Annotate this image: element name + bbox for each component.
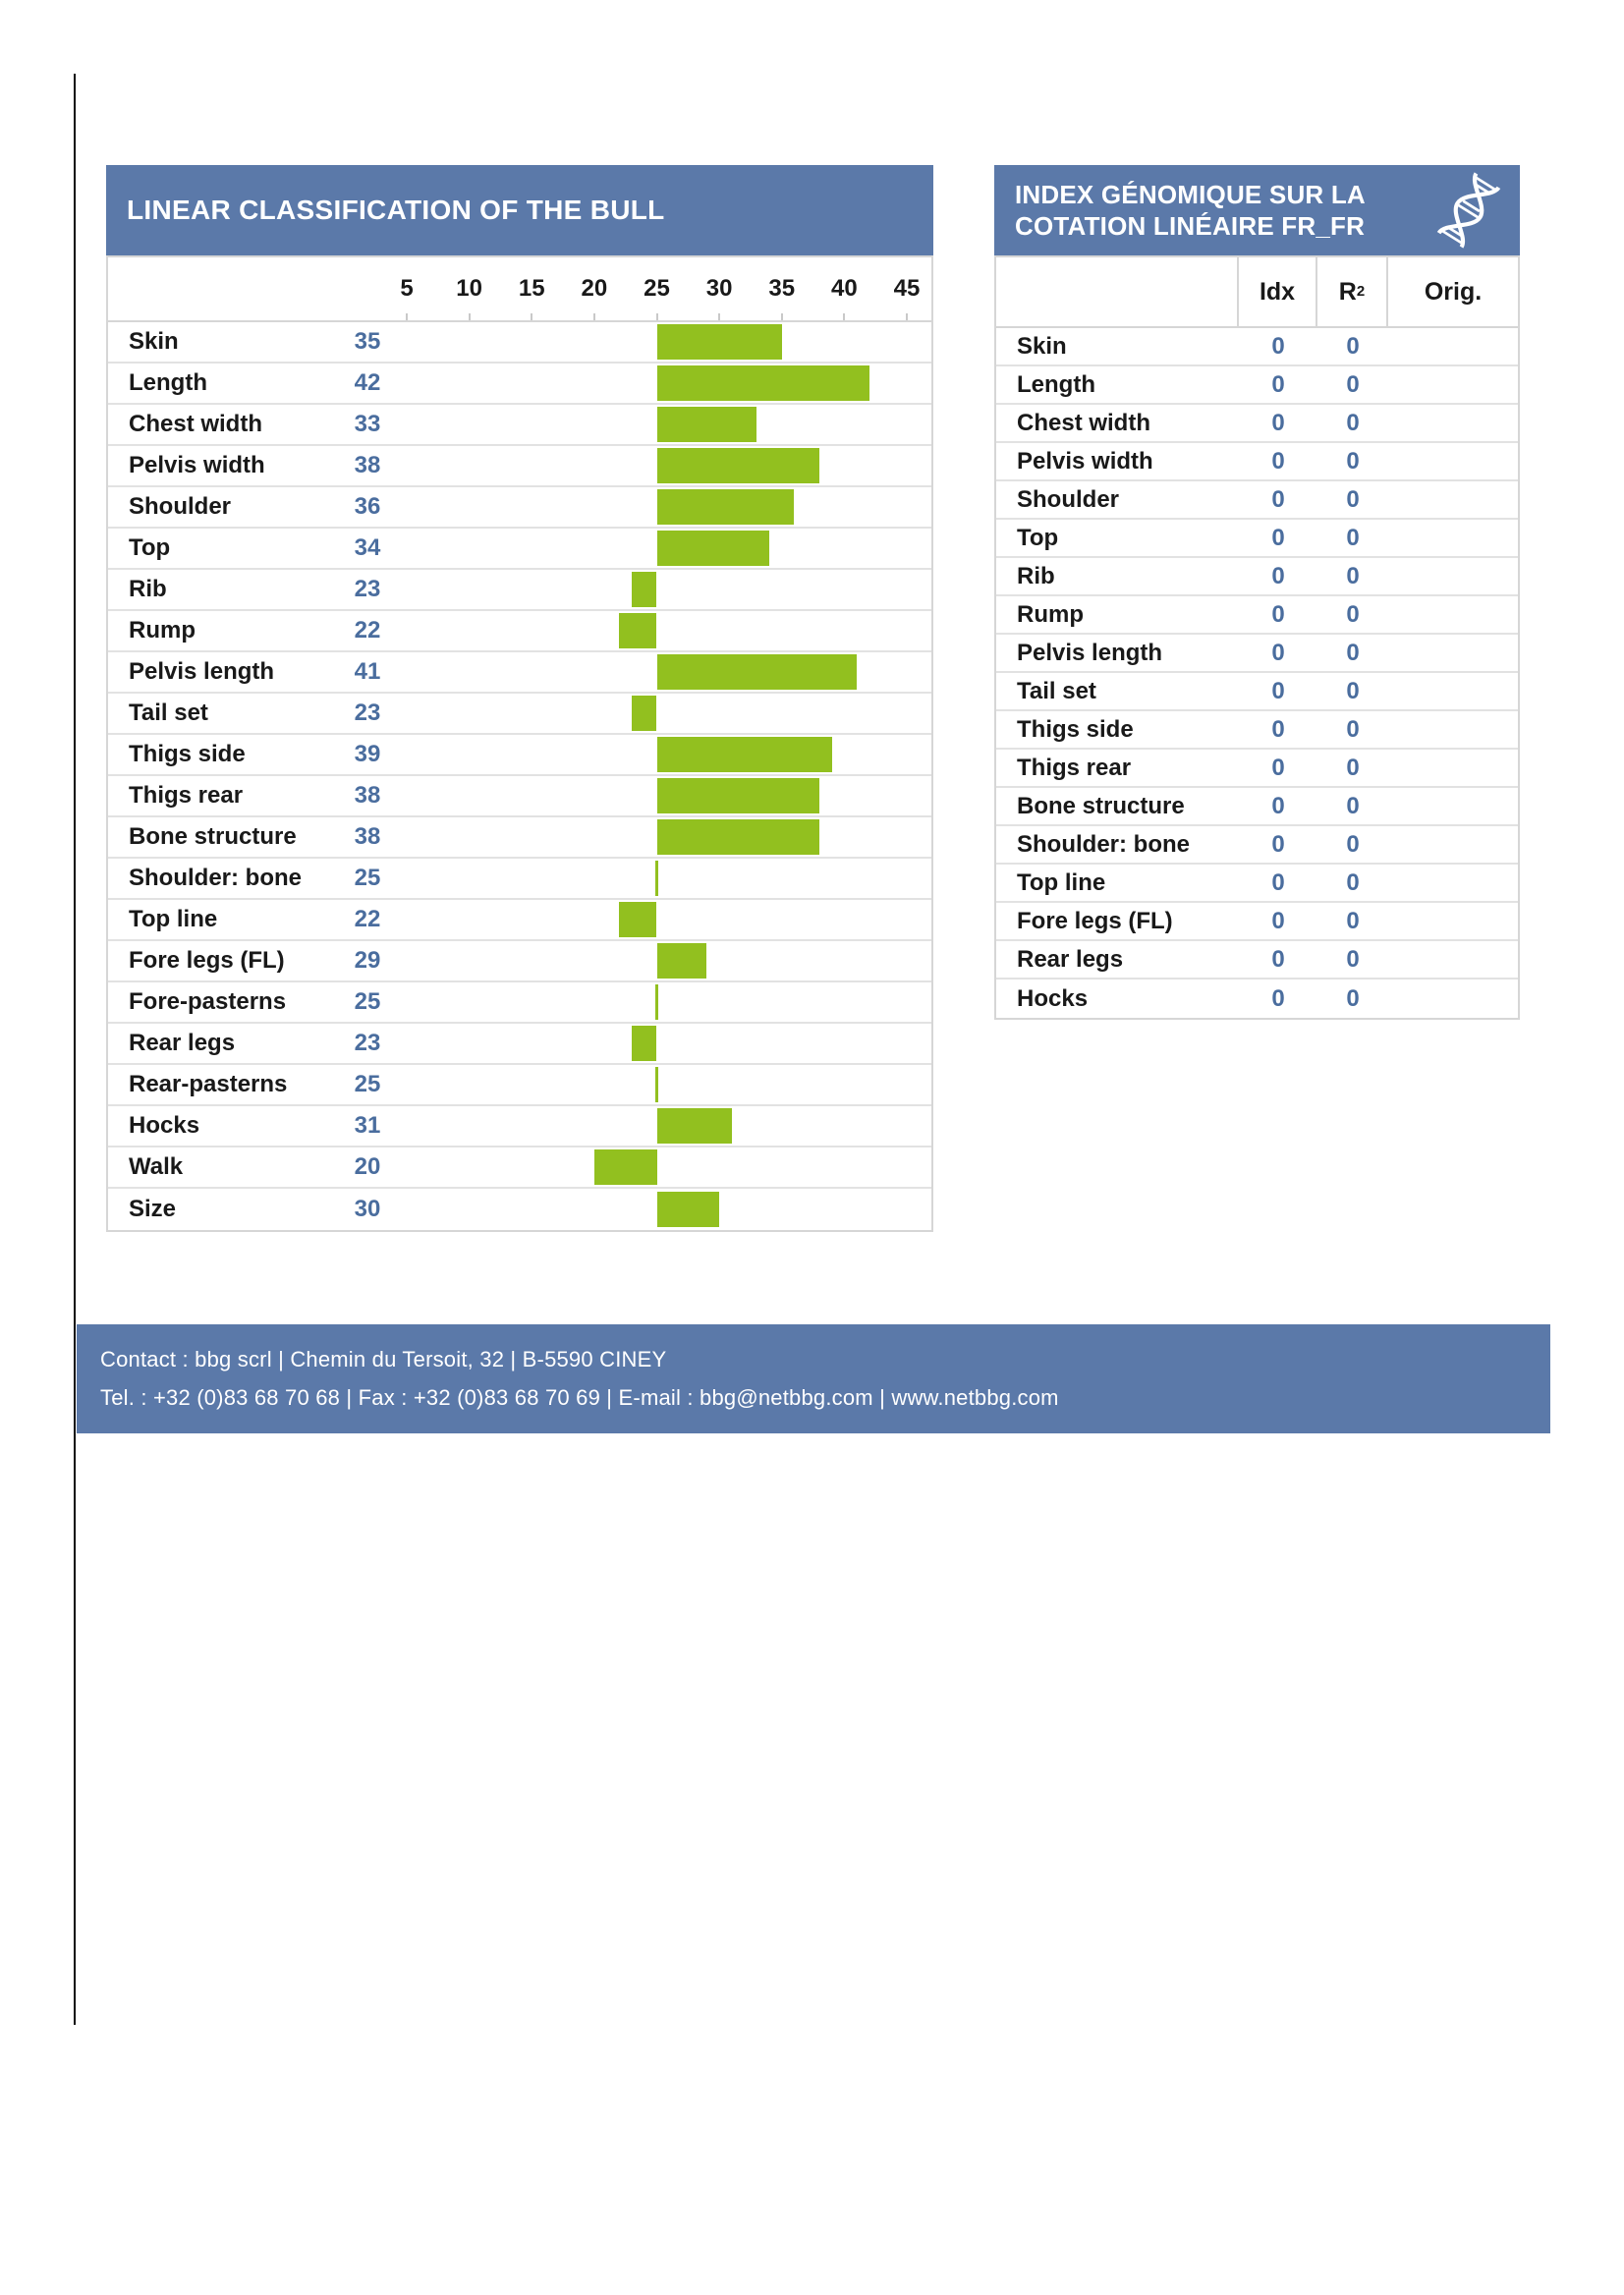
trait-label: Fore legs (FL) xyxy=(1017,907,1173,934)
table-row xyxy=(108,776,931,817)
trait-label: Hocks xyxy=(1017,984,1089,1012)
trait-bar xyxy=(657,1192,720,1227)
r2-value: 0 xyxy=(1346,447,1360,475)
genomic-index-header xyxy=(994,165,1520,255)
r2-value: 0 xyxy=(1346,677,1360,704)
bar-track xyxy=(407,364,907,403)
table-row xyxy=(108,570,931,611)
trait-label: Thigs side xyxy=(129,741,246,767)
bar-track xyxy=(407,817,907,857)
idx-value: 0 xyxy=(1271,562,1285,589)
table-row xyxy=(996,865,1518,903)
r2-value: 0 xyxy=(1346,868,1360,896)
idx-value: 0 xyxy=(1271,332,1285,360)
bar-track xyxy=(407,322,907,362)
dna-icon xyxy=(1428,166,1509,254)
table-row xyxy=(996,405,1518,443)
trait-label: Pelvis length xyxy=(129,658,275,685)
trait-bar xyxy=(657,819,819,855)
bar-track xyxy=(407,982,907,1022)
table-row xyxy=(996,903,1518,941)
axis-tick xyxy=(469,313,471,320)
axis-row xyxy=(108,257,931,322)
trait-value: 41 xyxy=(354,658,381,685)
table-row xyxy=(996,673,1518,711)
r2-value: 0 xyxy=(1346,945,1360,973)
r2-value: 0 xyxy=(1346,830,1360,858)
trait-label: Walk xyxy=(129,1153,184,1180)
trait-label: Shoulder: bone xyxy=(129,865,302,891)
r2-value: 0 xyxy=(1346,754,1360,781)
table-row xyxy=(996,635,1518,673)
table-row xyxy=(996,788,1518,826)
table-row xyxy=(996,366,1518,405)
axis-tick-label: 45 xyxy=(893,275,921,302)
trait-bar xyxy=(657,654,858,690)
table-row xyxy=(996,980,1518,1018)
table-row xyxy=(996,750,1518,788)
bar-track xyxy=(407,735,907,774)
trait-label: Pelvis length xyxy=(1017,639,1163,666)
trait-label: Rump xyxy=(129,617,196,644)
axis-tick-label: 20 xyxy=(581,275,608,302)
bar-track xyxy=(407,529,907,568)
idx-value: 0 xyxy=(1271,639,1285,666)
idx-value: 0 xyxy=(1271,945,1285,973)
bar-track xyxy=(407,611,907,650)
genomic-index-table xyxy=(994,165,1520,1020)
trait-bar xyxy=(655,984,658,1020)
r2-value: 0 xyxy=(1346,600,1360,628)
trait-label: Top xyxy=(129,534,171,561)
r2-value: 0 xyxy=(1346,639,1360,666)
trait-value: 23 xyxy=(354,700,381,726)
r2-value: 0 xyxy=(1346,370,1360,398)
left-margin-line xyxy=(74,74,76,2025)
table-row xyxy=(996,596,1518,635)
trait-bar xyxy=(657,407,757,442)
axis-scale xyxy=(400,257,921,320)
table-row xyxy=(108,1148,931,1189)
table-row xyxy=(996,328,1518,366)
trait-rows xyxy=(108,322,931,1230)
trait-label: Length xyxy=(129,369,207,396)
column-header-r2: R 2 xyxy=(1317,257,1388,326)
trait-label: Top xyxy=(1017,524,1059,551)
table-row xyxy=(996,443,1518,481)
r2-value: 0 xyxy=(1346,524,1360,551)
trait-label: Length xyxy=(1017,370,1095,398)
trait-label: Bone structure xyxy=(1017,792,1185,819)
table-row xyxy=(108,982,931,1024)
trait-value: 38 xyxy=(354,782,381,809)
bar-track xyxy=(407,1065,907,1104)
idx-value: 0 xyxy=(1271,524,1285,551)
trait-label: Skin xyxy=(129,328,179,355)
trait-label: Bone structure xyxy=(129,823,297,850)
column-header-empty xyxy=(996,257,1239,326)
bar-track xyxy=(407,694,907,733)
trait-label: Tail set xyxy=(1017,677,1096,704)
bar-track xyxy=(407,446,907,485)
trait-value: 39 xyxy=(354,741,381,767)
column-header-idx: Idx xyxy=(1239,257,1317,326)
axis-tick xyxy=(781,313,783,320)
trait-label: Shoulder xyxy=(1017,485,1120,513)
linear-classification-header xyxy=(106,165,933,255)
trait-bar xyxy=(657,324,782,360)
trait-label: Fore legs (FL) xyxy=(129,947,285,974)
trait-value: 33 xyxy=(354,411,381,437)
trait-value: 25 xyxy=(354,865,381,891)
table-row xyxy=(996,558,1518,596)
table-row xyxy=(108,735,931,776)
genomic-index-body xyxy=(994,255,1520,1020)
trait-bar xyxy=(657,737,832,772)
table-row xyxy=(108,1106,931,1148)
table-row xyxy=(108,405,931,446)
contact-address-line: Contact : bbg scrl | Chemin du Tersoit, 32 | B-5590 CINEY xyxy=(100,1347,667,1371)
trait-label: Chest width xyxy=(129,411,262,437)
r2-value: 0 xyxy=(1346,907,1360,934)
idx-value: 0 xyxy=(1271,370,1285,398)
trait-label: Rear legs xyxy=(1017,945,1124,973)
table-row xyxy=(108,487,931,529)
axis-tick xyxy=(593,313,595,320)
trait-label: Chest width xyxy=(1017,409,1150,436)
bar-track xyxy=(407,570,907,609)
axis-tick xyxy=(843,313,845,320)
axis-tick xyxy=(906,313,908,320)
r2-value: 0 xyxy=(1346,715,1360,743)
trait-bar xyxy=(657,365,869,401)
idx-value: 0 xyxy=(1271,485,1285,513)
r2-value: 0 xyxy=(1346,409,1360,436)
trait-value: 31 xyxy=(354,1112,381,1139)
table-row xyxy=(108,1189,931,1230)
trait-label: Size xyxy=(129,1196,177,1222)
table-row xyxy=(996,520,1518,558)
linear-classification-body xyxy=(106,255,933,1232)
genomic-index-rows xyxy=(996,328,1518,1018)
bar-track xyxy=(407,859,907,898)
trait-bar xyxy=(594,1149,657,1185)
trait-bar xyxy=(632,696,656,731)
trait-bar xyxy=(655,1067,658,1102)
table-row xyxy=(996,481,1518,520)
linear-classification-title: LINEAR CLASSIFICATION OF THE BULL xyxy=(127,195,665,225)
idx-value: 0 xyxy=(1271,984,1285,1012)
trait-label: Thigs rear xyxy=(1017,754,1132,781)
axis-tick-label: 15 xyxy=(518,275,545,302)
r2-value: 0 xyxy=(1346,485,1360,513)
trait-label: Rump xyxy=(1017,600,1084,628)
trait-value: 23 xyxy=(354,1030,381,1056)
trait-label: Thigs side xyxy=(1017,715,1134,743)
idx-value: 0 xyxy=(1271,677,1285,704)
bar-track xyxy=(407,405,907,444)
table-row xyxy=(108,694,931,735)
idx-value: 0 xyxy=(1271,600,1285,628)
column-header-orig: Orig. xyxy=(1424,277,1483,306)
genomic-index-columns xyxy=(996,257,1518,328)
trait-label: Shoulder xyxy=(129,493,232,520)
idx-value: 0 xyxy=(1271,447,1285,475)
contact-footer xyxy=(77,1324,1550,1433)
axis-tick-label: 40 xyxy=(831,275,858,302)
trait-label: Fore-pasterns xyxy=(129,988,287,1015)
axis-tick xyxy=(531,313,532,320)
axis-tick-label: 35 xyxy=(768,275,796,302)
trait-label: Hocks xyxy=(129,1112,200,1139)
bar-track xyxy=(407,776,907,815)
table-row xyxy=(108,900,931,941)
idx-value: 0 xyxy=(1271,792,1285,819)
trait-bar xyxy=(657,448,819,483)
table-row xyxy=(108,529,931,570)
axis-tick-label: 5 xyxy=(400,275,414,302)
axis-tick-label: 25 xyxy=(644,275,670,302)
trait-value: 38 xyxy=(354,452,381,478)
idx-value: 0 xyxy=(1271,715,1285,743)
table-row xyxy=(108,611,931,652)
axis-tick-label: 10 xyxy=(456,275,482,302)
trait-label: Pelvis width xyxy=(129,452,265,478)
trait-bar xyxy=(619,613,656,648)
trait-value: 36 xyxy=(354,493,381,520)
table-row xyxy=(996,941,1518,980)
r2-value: 0 xyxy=(1346,332,1360,360)
trait-value: 30 xyxy=(354,1196,381,1222)
r2-value: 0 xyxy=(1346,984,1360,1012)
trait-label: Pelvis width xyxy=(1017,447,1153,475)
trait-bar xyxy=(657,531,770,566)
table-row xyxy=(108,1065,931,1106)
table-row xyxy=(108,1024,931,1065)
axis-tick xyxy=(718,313,720,320)
idx-value: 0 xyxy=(1271,907,1285,934)
trait-label: Top line xyxy=(129,906,218,932)
bar-track xyxy=(407,1148,907,1187)
r2-value: 0 xyxy=(1346,792,1360,819)
trait-bar xyxy=(657,1108,732,1144)
trait-value: 20 xyxy=(354,1153,381,1180)
bar-track xyxy=(407,1024,907,1063)
trait-label: Shoulder: bone xyxy=(1017,830,1190,858)
idx-value: 0 xyxy=(1271,409,1285,436)
linear-classification-table xyxy=(106,165,933,1232)
trait-bar xyxy=(619,902,656,937)
trait-value: 34 xyxy=(354,534,381,561)
trait-value: 38 xyxy=(354,823,381,850)
bar-track xyxy=(407,1189,907,1230)
axis-tick xyxy=(656,313,658,320)
table-row xyxy=(108,652,931,694)
trait-bar xyxy=(655,861,658,896)
table-row xyxy=(108,859,931,900)
bar-track xyxy=(407,652,907,692)
idx-value: 0 xyxy=(1271,868,1285,896)
table-row xyxy=(108,941,931,982)
trait-bar xyxy=(632,1026,656,1061)
trait-value: 23 xyxy=(354,576,381,602)
trait-bar xyxy=(657,943,707,979)
idx-value: 0 xyxy=(1271,754,1285,781)
trait-value: 29 xyxy=(354,947,381,974)
trait-label: Rib xyxy=(129,576,167,602)
contact-phone-line: Tel. : +32 (0)83 68 70 68 | Fax : +32 (0)83 68 70 69 | E-mail : bbg@netbbg.com | www.netbbg.com xyxy=(100,1385,1059,1410)
genomic-index-title: INDEX GÉNOMIQUE SUR LA COTATION LINÉAIRE FR_FR xyxy=(1015,180,1366,241)
trait-value: 22 xyxy=(354,617,381,644)
bar-track xyxy=(407,1106,907,1146)
table-row xyxy=(108,446,931,487)
trait-label: Skin xyxy=(1017,332,1067,360)
trait-label: Thigs rear xyxy=(129,782,244,809)
table-row xyxy=(108,364,931,405)
trait-label: Rear-pasterns xyxy=(129,1071,288,1097)
trait-bar xyxy=(657,489,795,525)
bar-track xyxy=(407,900,907,939)
axis-tick xyxy=(406,313,408,320)
trait-value: 25 xyxy=(354,1071,381,1097)
trait-label: Rear legs xyxy=(129,1030,236,1056)
trait-label: Top line xyxy=(1017,868,1106,896)
idx-value: 0 xyxy=(1271,830,1285,858)
trait-value: 22 xyxy=(354,906,381,932)
trait-value: 42 xyxy=(354,369,381,396)
trait-value: 25 xyxy=(354,988,381,1015)
table-row xyxy=(108,322,931,364)
trait-bar xyxy=(632,572,656,607)
trait-label: Rib xyxy=(1017,562,1055,589)
table-row xyxy=(996,711,1518,750)
table-row xyxy=(996,826,1518,865)
table-row xyxy=(108,817,931,859)
r2-value: 0 xyxy=(1346,562,1360,589)
bar-track xyxy=(407,941,907,980)
axis-tick-label: 30 xyxy=(705,275,733,302)
bar-track xyxy=(407,487,907,527)
trait-bar xyxy=(657,778,819,813)
trait-label: Tail set xyxy=(129,700,208,726)
trait-value: 35 xyxy=(354,328,381,355)
